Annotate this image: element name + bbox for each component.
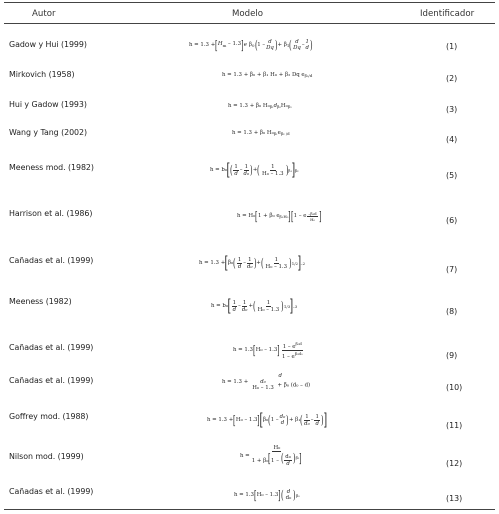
- model-7: h = 1.3 + [ β₀ ( $\frac{1}{d}$ – $\frac{1}{\text{d₀}}$ ) + ( $\frac{1}{\text{H₀ – 1.3}}$ ) 1/2 ] –2: [199, 252, 306, 273]
- header-rule: [4, 23, 495, 24]
- id-7: (7): [446, 265, 458, 274]
- header-model: Modelo: [232, 9, 264, 19]
- model-1: h = 1.3 + [ $H_m - 1.3$ ] e β 0 ( 1 – d Dq ) + β 1 ( d Dq – 1 d ): [189, 38, 313, 52]
- model-3: h = 1.3 + β₀ H₀ β₁ d β₂ H₀ β₃: [228, 103, 292, 109]
- author-4: Wang y Tang (2002): [9, 128, 88, 137]
- model-13: h = 1.3 [ H₀ – 1.3 ] ( d d₀ ) β₀: [234, 488, 300, 502]
- id-5: (5): [446, 171, 458, 180]
- id-3: (3): [446, 105, 458, 114]
- id-2: (2): [446, 74, 458, 83]
- id-12: (12): [446, 459, 463, 468]
- id-9: (9): [446, 351, 458, 360]
- author-11: Goffrey mod. (1988): [9, 412, 89, 421]
- author-10: Cañadas et al. (1999): [9, 376, 94, 385]
- bottom-rule: [4, 509, 495, 510]
- header-id: Identificador: [420, 9, 475, 19]
- author-9: Cañadas et al. (1999): [9, 343, 94, 352]
- model-5: h = b₀ [ ( $\frac{1}{d}$ – $\frac{1}{\text{d₀}}$ ) + ( $\frac{1}{\text{H₀ – 1.3}}$ ) β₁ ] β₂: [210, 159, 299, 180]
- id-11: (11): [446, 421, 463, 430]
- top-rule: [4, 2, 495, 3]
- author-12: Nilson mod. (1999): [9, 452, 84, 461]
- id-6: (6): [446, 216, 458, 225]
- model-4: h = 1.3 + β₀ H₀ β₁ e β₂ /d: [232, 130, 290, 136]
- id-10: (10): [446, 383, 463, 392]
- model-9: h = 1.3 [ H₀ – 1.3 ] $\frac{1 - e^{\beta_0d}}{1 - e^{\beta_0d_0}}$: [233, 340, 303, 360]
- author-2: Mirkovich (1958): [9, 70, 75, 79]
- model-10: h = 1.3 + d d₀ H₀ – 1.3 + β₀ (d₀ – d): [222, 373, 311, 391]
- author-8: Meeness (1982): [9, 297, 72, 306]
- header-author: Autor: [32, 9, 56, 19]
- id-1: (1): [446, 42, 458, 51]
- model-8: h = b₀ [ $\frac{1}{d}$ – $\frac{1}{\text{d₀}}$ + ( $\frac{1}{\text{H₀ – 1.3}}$ ) 1/3 ] –3: [211, 295, 298, 316]
- author-5: Meeness mod. (1982): [9, 163, 94, 172]
- author-7: Cañadas et al. (1999): [9, 256, 94, 265]
- model-12: h = H₀ 1 + β₀[1 – ( $\frac{\text{d₀}}{d}$ )$^{\beta_1}$]: [240, 445, 303, 467]
- author-6: Harrison et al. (1986): [9, 209, 93, 218]
- id-13: (13): [446, 494, 463, 503]
- author-1: Gadow y Hui (1999): [9, 40, 87, 49]
- model-11: h = 1.3 + [ H₀ – 1.3 ] [ β₀ ( 1 – d₀ d ) + β₁ ( $\frac{1}{\text{d₀}}$ – $\frac{1}{d}$ ) ]: [207, 409, 327, 430]
- author-13: Cañadas et al. (1999): [9, 487, 94, 496]
- model-6: h = H₀ [ 1 + β₀ e β₁H₀ ] [ 1 – e $\frac{\text{–β₂d}}{\text{H₀}}$ ]: [237, 209, 322, 223]
- model-2: h = 1.3 + β₀ + β₁ H₀ + β₂ Dq e β₃/d: [222, 72, 313, 78]
- id-4: (4): [446, 135, 458, 144]
- id-8: (8): [446, 307, 458, 316]
- author-3: Hui y Gadow (1993): [9, 100, 87, 109]
